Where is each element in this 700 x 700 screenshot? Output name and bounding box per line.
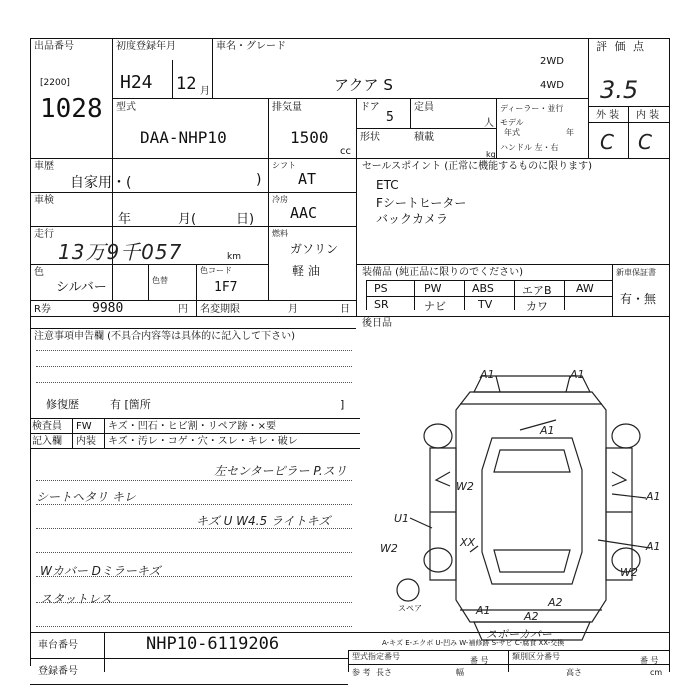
capacity-label: 定員 bbox=[414, 102, 434, 113]
car-name: アクア S bbox=[334, 76, 393, 94]
mileage-unit: km bbox=[227, 252, 241, 262]
note-line: スタットレス bbox=[40, 592, 112, 606]
door-value: 5 bbox=[386, 110, 394, 125]
record-label: 記入欄 bbox=[32, 436, 62, 447]
equip-aw: AW bbox=[576, 282, 594, 295]
reg-month-unit: 月 bbox=[200, 86, 210, 97]
shift-value: AT bbox=[298, 170, 317, 188]
wd4-label: 4WD bbox=[540, 80, 564, 91]
load-label: 積載 bbox=[414, 132, 434, 143]
model-year-label2: 年式 bbox=[504, 128, 520, 137]
damage-mark: XX bbox=[460, 536, 476, 549]
record-items: キズ・汚レ・コゲ・穴・スレ・キレ・破レ bbox=[108, 436, 298, 447]
sales-item: バックカメラ bbox=[376, 212, 449, 226]
repair-value: 有 [箇所 bbox=[110, 398, 151, 411]
equip-airbag: エアB bbox=[522, 284, 552, 297]
inspection-month: 月( bbox=[178, 212, 197, 227]
sales-item: Fシートヒーター bbox=[376, 196, 467, 210]
color-change-label: 色替 bbox=[152, 276, 168, 285]
handle-label: ハンドル 左・右 bbox=[500, 143, 559, 152]
ac-label: 冷房 bbox=[272, 195, 288, 204]
equip-leather: カワ bbox=[526, 300, 548, 313]
equip-tv: TV bbox=[478, 298, 493, 311]
mileage-label: 走行 bbox=[34, 229, 54, 240]
reg-month: 12 bbox=[176, 74, 197, 94]
shape-label: 形状 bbox=[360, 132, 380, 143]
ext-label: 外 装 bbox=[596, 110, 620, 121]
class-label: 類別区分番号 bbox=[512, 652, 560, 661]
capacity-unit: 人 bbox=[484, 118, 494, 129]
recycle-unit: 円 bbox=[178, 304, 188, 315]
damage-mark: A1 bbox=[646, 490, 661, 503]
sales-label: セールスポイント (正常に機能するものに限ります) bbox=[362, 161, 593, 172]
title-day: 日 bbox=[340, 304, 350, 315]
warranty-value: 有・無 bbox=[620, 292, 657, 306]
lot-label: 出品番号 bbox=[34, 41, 74, 52]
regno-label: 登録番号 bbox=[38, 666, 78, 677]
disp-value: 1500 bbox=[290, 128, 329, 147]
reg-label: 初度登録年月 bbox=[116, 41, 176, 52]
car-label: 車名・グレード bbox=[216, 41, 286, 52]
color-label: 色 bbox=[34, 267, 44, 278]
damage-mark: W2 bbox=[380, 542, 398, 555]
dim-unit: cm bbox=[650, 668, 663, 677]
model-value: DAA-NHP10 bbox=[140, 128, 227, 147]
fuel-gas: ガソリン bbox=[290, 242, 339, 256]
lot-number: 1028 bbox=[40, 94, 103, 124]
int-grade: C bbox=[638, 130, 652, 154]
inspection-day: 日) bbox=[236, 212, 255, 227]
year-unit: 年 bbox=[566, 128, 574, 137]
equip-navi: ナビ bbox=[424, 300, 446, 313]
recycle-value: 9980 bbox=[92, 301, 124, 316]
shift-label: シフト bbox=[272, 161, 296, 170]
history-close: ) bbox=[256, 172, 262, 188]
title-month: 月 bbox=[288, 304, 298, 315]
inspector-label: 検査員 bbox=[32, 421, 62, 432]
note-line: キズ U W4.5 ライトキズ bbox=[196, 514, 331, 528]
damage-legend: A-キズ E-エクボ U-凹み W-補修跡 S-サビ C-腐食 XX-交換 bbox=[382, 639, 565, 647]
title-label: 名変期限 bbox=[200, 304, 240, 315]
load-unit: kg bbox=[486, 150, 496, 159]
damage-mark: A1 bbox=[480, 368, 495, 381]
mileage-value: 13万9千057 bbox=[58, 240, 183, 264]
sales-item: ETC bbox=[376, 178, 399, 192]
color-value: シルバー bbox=[56, 280, 107, 295]
spare-label: スペア bbox=[398, 604, 422, 613]
chassis-label: 車台番号 bbox=[38, 640, 78, 651]
color-code: 1F7 bbox=[214, 280, 238, 295]
score-value: 3.5 bbox=[600, 76, 639, 104]
wd2-label: 2WD bbox=[540, 56, 564, 67]
disp-label: 排気量 bbox=[272, 102, 302, 113]
damage-mark: U1 bbox=[394, 512, 410, 525]
ac-value: AAC bbox=[290, 204, 318, 222]
chassis-value: NHP10-6119206 bbox=[146, 634, 280, 654]
type-label: 型式指定番号 bbox=[352, 652, 400, 661]
note-line: Wカバー Dミラーキズ bbox=[40, 564, 161, 578]
repair-close: ] bbox=[340, 398, 345, 411]
class-label2: 番 号 bbox=[640, 656, 659, 665]
damage-mark: A2 bbox=[524, 610, 539, 623]
model-label: 型式 bbox=[116, 102, 136, 113]
score-label: 評 価 点 bbox=[596, 40, 646, 53]
color-code-label: 色コード bbox=[200, 266, 232, 275]
dim-height: 高さ bbox=[566, 668, 582, 677]
equip-sr: SR bbox=[374, 298, 389, 311]
int-label: 内 装 bbox=[636, 110, 660, 121]
ext-grade: C bbox=[600, 130, 614, 154]
door-label: ドア bbox=[360, 102, 380, 113]
equipment-label: 装備品 (純正品に限りのでください) bbox=[362, 267, 523, 278]
damage-mark: A1 bbox=[540, 424, 555, 437]
model-year-label: モデル bbox=[500, 118, 524, 127]
inspection-year: 年 bbox=[118, 212, 132, 227]
recycle-label: R券 bbox=[34, 304, 51, 315]
lot-sub: [2200] bbox=[40, 78, 70, 88]
warranty-label: 新車保証書 bbox=[616, 268, 656, 277]
fuel-label: 燃料 bbox=[272, 229, 288, 238]
reg-year: H24 bbox=[120, 72, 153, 93]
damage-mark: W2 bbox=[620, 566, 638, 579]
note-line: シートヘタリ キレ bbox=[36, 490, 136, 504]
equip-ps: PS bbox=[374, 282, 388, 295]
dealer-label: ディーラー・並行 bbox=[500, 104, 564, 113]
damage-mark: A1 bbox=[476, 604, 491, 617]
repair-label: 修復歴 bbox=[46, 398, 79, 411]
damage-mark: A1 bbox=[570, 368, 585, 381]
history-label: 車歴 bbox=[34, 161, 54, 172]
equip-abs: ABS bbox=[472, 282, 494, 295]
inspector-items: キズ・凹石・ヒビ割・リペア跡・×要 bbox=[108, 421, 276, 432]
caution-label: 注意事項申告欄 (不具合内容等は具体的に記入して下さい) bbox=[34, 331, 295, 342]
later-label: 後日品 bbox=[362, 318, 392, 329]
note-line: 左センターピラー P.スリ bbox=[214, 464, 347, 478]
type-label2: 番 号 bbox=[470, 656, 489, 665]
ref-label: 参 考 bbox=[352, 668, 371, 677]
inspector-fw: FW bbox=[76, 421, 92, 432]
dim-width: 幅 bbox=[456, 668, 464, 677]
underside-note: スポーカバー bbox=[486, 628, 552, 641]
damage-mark: A2 bbox=[548, 596, 563, 609]
record-int: 内装 bbox=[76, 436, 96, 447]
disp-unit: cc bbox=[340, 146, 351, 157]
dim-length: 長さ bbox=[376, 668, 392, 677]
history-value: 自家用・( bbox=[70, 175, 132, 191]
damage-mark: W2 bbox=[456, 480, 474, 493]
inspection-label: 車検 bbox=[34, 195, 54, 206]
equip-pw: PW bbox=[424, 282, 442, 295]
damage-mark: A1 bbox=[646, 540, 661, 553]
fuel-diesel: 軽 油 bbox=[292, 264, 320, 278]
